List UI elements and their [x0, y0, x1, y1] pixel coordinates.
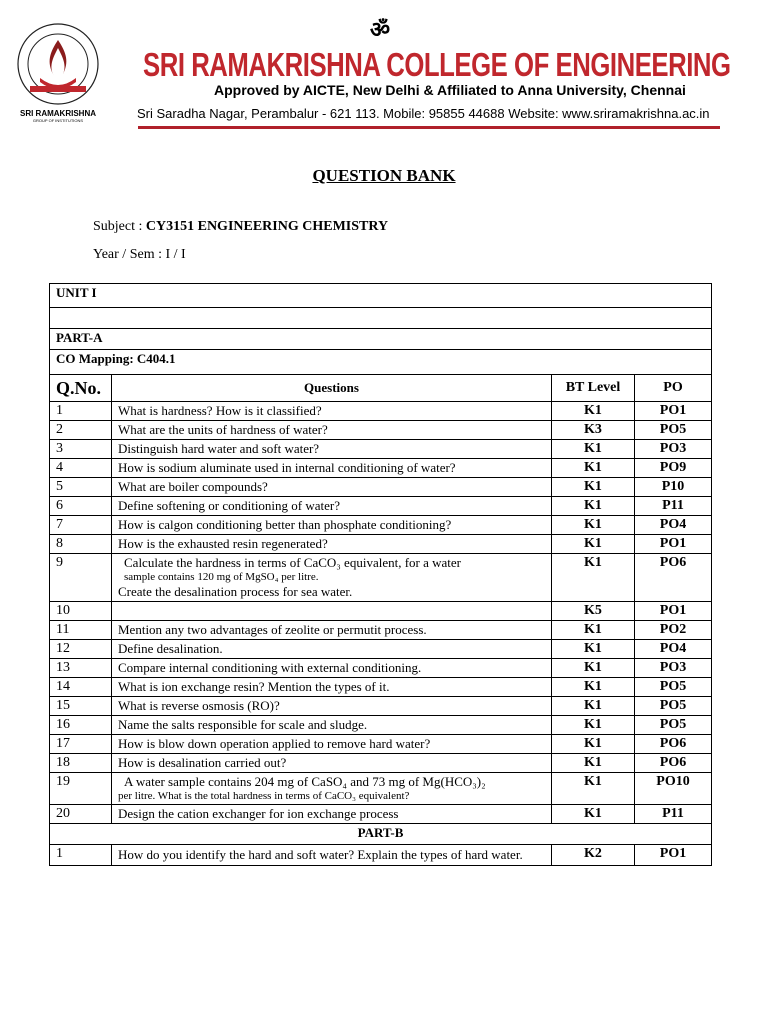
po-value: PO1: [635, 845, 712, 866]
table-row: [50, 478, 712, 497]
question-number: 13: [50, 659, 112, 678]
bt-level: K1: [552, 516, 635, 535]
question-text-line: Calculate the hardness in terms of CaCO₃ equivalent, for a water: [124, 555, 462, 570]
question-number: 11: [50, 621, 112, 640]
question-text: [112, 554, 552, 602]
bt-level: K3: [552, 421, 635, 440]
question-number: 15: [50, 697, 112, 716]
question-text: Design the cation exchanger for ion exchange process: [112, 805, 552, 824]
table-row: [50, 402, 712, 421]
po-value: PO4: [635, 640, 712, 659]
po-value: PO9: [635, 459, 712, 478]
question-number: 10: [50, 602, 112, 621]
bt-level: K1: [552, 805, 635, 824]
question-text: [112, 773, 552, 805]
bt-level: K1: [552, 402, 635, 421]
table-row: [50, 716, 712, 735]
table-row: [50, 516, 712, 535]
table-row: [50, 805, 712, 824]
bt-level: K1: [552, 640, 635, 659]
table-row: [50, 845, 712, 866]
question-text: What is reverse osmosis (RO)?: [112, 697, 552, 716]
college-name: SRI RAMAKRISHNA COLLEGE OF ENGINEERING: [143, 46, 731, 83]
table-row: [50, 640, 712, 659]
bt-level: K1: [552, 716, 635, 735]
po-value: PO1: [635, 535, 712, 554]
po-value: PO5: [635, 678, 712, 697]
bt-level: K1: [552, 735, 635, 754]
question-number: 20: [50, 805, 112, 824]
question-text: How is calgon conditioning better than phosphate conditioning?: [112, 516, 552, 535]
table-row: [50, 602, 712, 621]
table-row: [50, 754, 712, 773]
table-row: [50, 421, 712, 440]
question-text: How is desalination carried out?: [112, 754, 552, 773]
question-text-line: Create the desalination process for sea water.: [118, 584, 353, 599]
subject-line: [93, 219, 388, 235]
po-value: P11: [635, 805, 712, 824]
question-number: 5: [50, 478, 112, 497]
table-row: [50, 735, 712, 754]
question-text: How is blow down operation applied to remove hard water?: [112, 735, 552, 754]
bt-level: K1: [552, 678, 635, 697]
part-b-heading: PART-B: [50, 824, 712, 845]
bt-level: K1: [552, 535, 635, 554]
bt-level: K2: [552, 845, 635, 866]
bt-level: K1: [552, 697, 635, 716]
po-value: P10: [635, 478, 712, 497]
table-row: [50, 535, 712, 554]
po-value: PO3: [635, 659, 712, 678]
po-value: PO1: [635, 602, 712, 621]
po-value: PO2: [635, 621, 712, 640]
bt-level: K1: [552, 440, 635, 459]
question-text: What is ion exchange resin? Mention the types of it.: [112, 678, 552, 697]
logo-name: SRI RAMAKRISHNA: [20, 109, 96, 118]
header-qno: Q.No.: [50, 375, 112, 402]
question-text-line: per litre. What is the total hardness in terms of CaCO₃ equivalent?: [118, 790, 410, 802]
po-value: PO5: [635, 697, 712, 716]
question-text-line: sample contains 120 mg of MgSO₄ per litre.: [124, 571, 319, 583]
header-po: PO: [635, 375, 712, 402]
table-row: [50, 773, 712, 805]
table-row: [50, 459, 712, 478]
po-value: PO4: [635, 516, 712, 535]
question-table: [49, 283, 712, 866]
question-text: Name the salts responsible for scale and sludge.: [112, 716, 552, 735]
bt-level: K1: [552, 754, 635, 773]
college-header: [0, 0, 768, 132]
college-logo-icon: [10, 18, 106, 122]
question-number: 17: [50, 735, 112, 754]
blank-row: [50, 308, 712, 329]
question-number: 2: [50, 421, 112, 440]
question-text: What are the units of hardness of water?: [112, 421, 552, 440]
po-value: PO6: [635, 754, 712, 773]
bt-level: K1: [552, 478, 635, 497]
question-number: 1: [50, 845, 112, 866]
po-value: PO5: [635, 716, 712, 735]
po-value: PO5: [635, 421, 712, 440]
question-text: Distinguish hard water and soft water?: [112, 440, 552, 459]
table-row: [50, 678, 712, 697]
question-text: How is the exhausted resin regenerated?: [112, 535, 552, 554]
question-number: 9: [50, 554, 112, 602]
om-symbol: ॐ: [370, 18, 391, 43]
approval-line: Approved by AICTE, New Delhi & Affiliated to Anna University, Chennai: [214, 82, 686, 98]
bt-level: K1: [552, 659, 635, 678]
table-header-row: [50, 375, 712, 402]
header-bt-level: BT Level: [552, 375, 635, 402]
po-value: PO6: [635, 554, 712, 602]
question-text: What are boiler compounds?: [112, 478, 552, 497]
po-value: PO1: [635, 402, 712, 421]
bt-level: K1: [552, 554, 635, 602]
question-number: 12: [50, 640, 112, 659]
question-number: 19: [50, 773, 112, 805]
address-line: Sri Saradha Nagar, Perambalur - 621 113. Mobile: 95855 44688 Website: www.sriramakrishna.ac.in: [137, 106, 710, 121]
question-text: How is sodium aluminate used in internal conditioning of water?: [112, 459, 552, 478]
table-row: [50, 440, 712, 459]
question-number: 1: [50, 402, 112, 421]
question-text: [112, 602, 552, 621]
po-value: PO3: [635, 440, 712, 459]
question-number: 3: [50, 440, 112, 459]
subject-label: Subject :: [93, 219, 146, 234]
year-sem-line: Year / Sem : I / I: [93, 247, 186, 262]
question-text: How do you identify the hard and soft water? Explain the types of hard water.: [112, 845, 552, 866]
question-text: Define desalination.: [112, 640, 552, 659]
table-row: [50, 621, 712, 640]
header-rule: [138, 126, 720, 129]
question-number: 7: [50, 516, 112, 535]
table-row: [50, 554, 712, 602]
subject-value: CY3151 ENGINEERING CHEMISTRY: [145, 219, 389, 234]
part-a-heading: PART-A: [50, 329, 712, 350]
question-text: Define softening or conditioning of water?: [112, 497, 552, 516]
table-row: [50, 497, 712, 516]
po-value: P11: [635, 497, 712, 516]
question-number: 4: [50, 459, 112, 478]
bt-level: K1: [552, 459, 635, 478]
question-number: 6: [50, 497, 112, 516]
question-text: Compare internal conditioning with external conditioning.: [112, 659, 552, 678]
question-text: What is hardness? How is it classified?: [112, 402, 552, 421]
question-number: 8: [50, 535, 112, 554]
table-row: [50, 697, 712, 716]
question-text-line: A water sample contains 204 mg of CaSO₄ and 73 mg of Mg(HCO₃)₂: [124, 774, 486, 789]
header-questions: Questions: [112, 375, 552, 402]
bt-level: K1: [552, 497, 635, 516]
question-text: Mention any two advantages of zeolite or permutit process.: [112, 621, 552, 640]
question-number: 18: [50, 754, 112, 773]
bt-level: K1: [552, 621, 635, 640]
table-row: [50, 659, 712, 678]
bt-level: K5: [552, 602, 635, 621]
po-value: PO10: [635, 773, 712, 805]
page-title: QUESTION BANK: [312, 166, 456, 185]
po-value: PO6: [635, 735, 712, 754]
co-mapping: CO Mapping: C404.1: [50, 350, 712, 375]
unit-heading: UNIT I: [50, 284, 712, 308]
question-number: 16: [50, 716, 112, 735]
bt-level: K1: [552, 773, 635, 805]
question-number: 14: [50, 678, 112, 697]
logo-subtitle: GROUP OF INSTITUTIONS: [32, 118, 84, 122]
